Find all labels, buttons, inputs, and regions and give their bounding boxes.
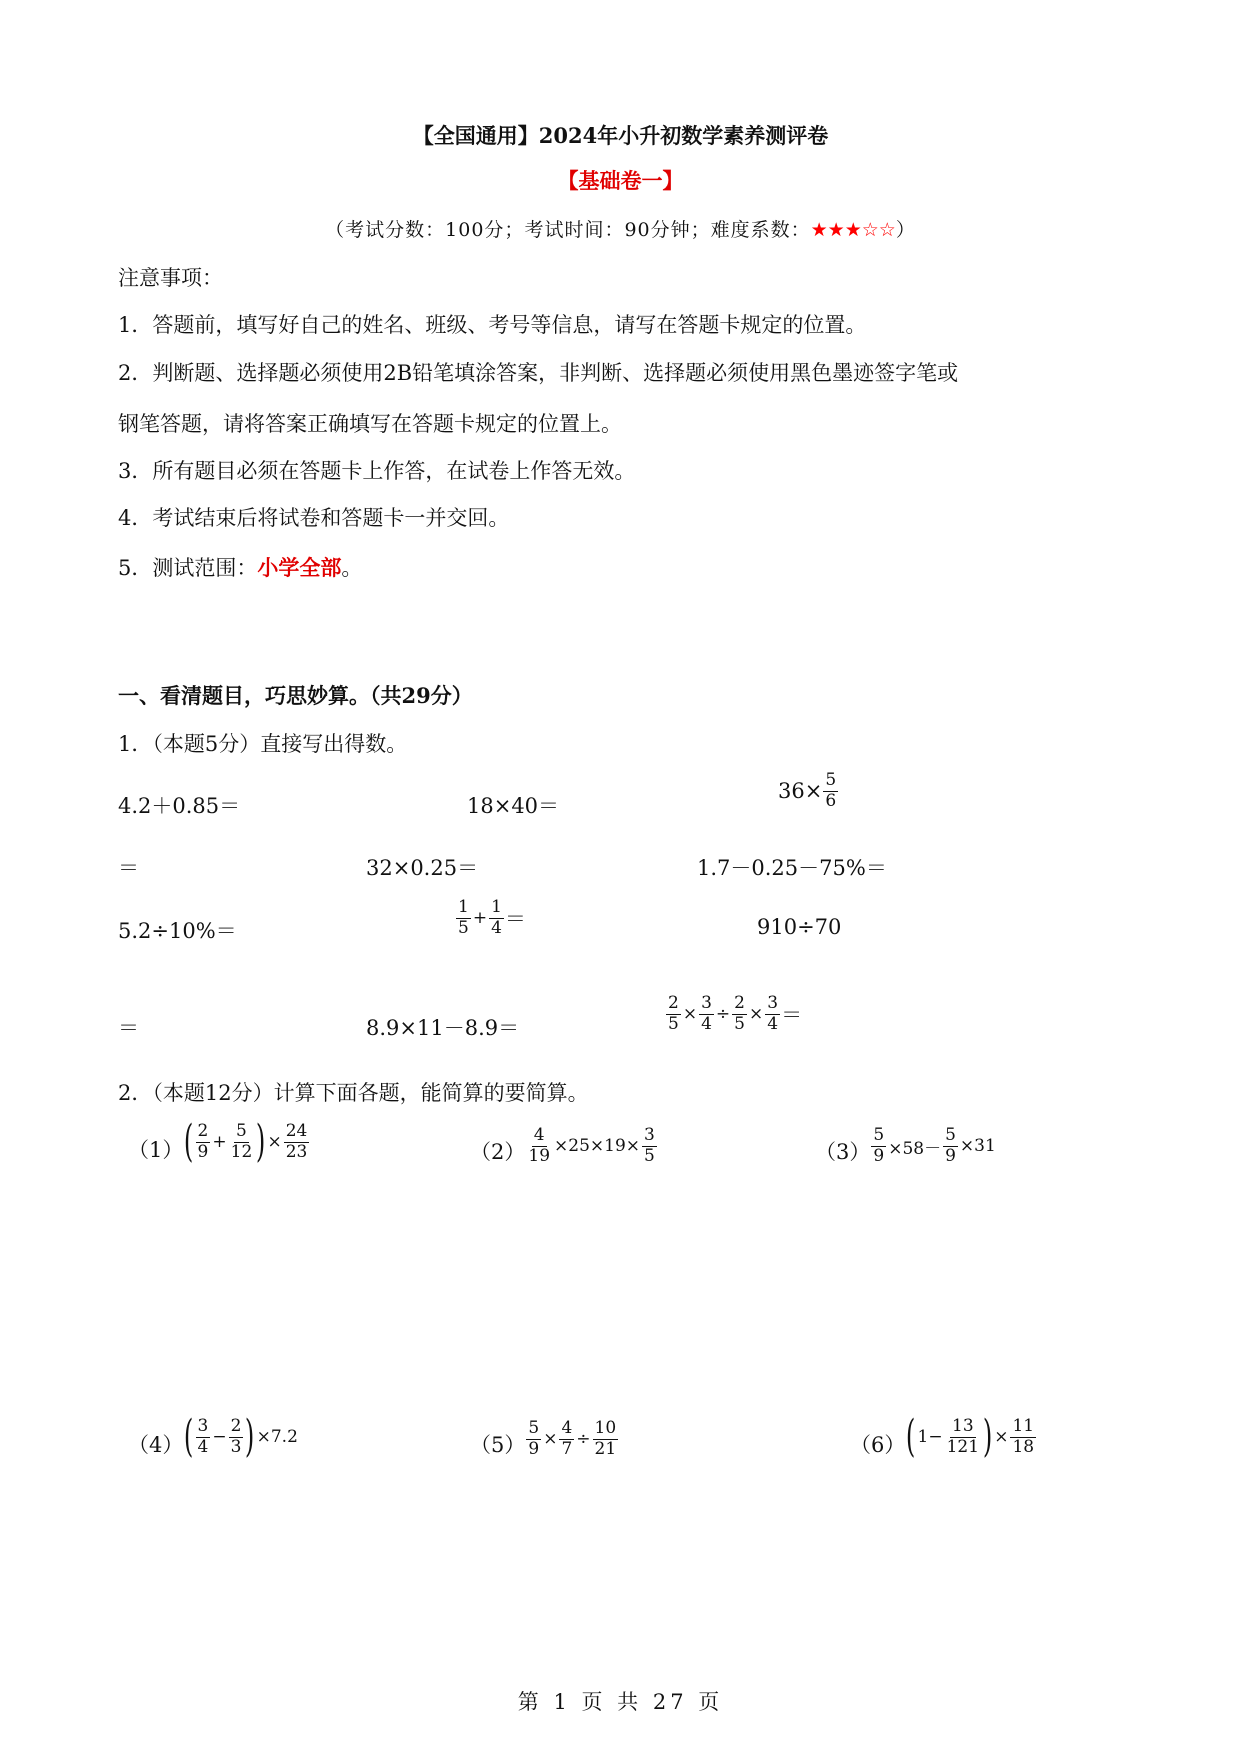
numerator: 5 bbox=[945, 1125, 956, 1145]
oral-calc-item: 4.2＋0.85＝ bbox=[118, 794, 241, 818]
fraction bbox=[732, 995, 747, 1034]
fraction bbox=[871, 1127, 886, 1166]
denominator: 18 bbox=[1012, 1436, 1035, 1457]
denominator: 9 bbox=[528, 1438, 540, 1459]
note-item: 1．答题前，填写好自己的姓名、班级、考号等信息，请写在答题卡规定的位置。 bbox=[118, 313, 867, 337]
denominator: 4 bbox=[701, 1013, 712, 1034]
fraction bbox=[666, 995, 681, 1034]
note-item: 4．考试结束后将试卷和答题卡一并交回。 bbox=[118, 506, 510, 530]
oral-calc-item: 8.9×11－8.9＝ bbox=[366, 1016, 520, 1040]
denominator: 3 bbox=[230, 1436, 242, 1457]
document-subtitle: 【基础卷一】 bbox=[557, 168, 684, 193]
calc-problem-5 bbox=[470, 1420, 619, 1459]
numerator: 3 bbox=[197, 1415, 209, 1436]
operator: ×25×19× bbox=[554, 1136, 641, 1157]
numerator: 2 bbox=[734, 993, 745, 1013]
section-title: 一、看清题目，巧思妙算。（共29分） bbox=[118, 683, 473, 708]
numerator: 1 bbox=[491, 897, 502, 917]
fraction bbox=[196, 1120, 211, 1162]
numerator: 5 bbox=[873, 1125, 885, 1145]
denominator: 21 bbox=[594, 1438, 617, 1459]
denominator: 5 bbox=[644, 1145, 655, 1166]
numerator: 3 bbox=[644, 1125, 655, 1145]
denominator: 4 bbox=[491, 917, 502, 938]
denominator: 19 bbox=[528, 1145, 551, 1166]
notes-heading: 注意事项： bbox=[118, 266, 223, 290]
problem-label: （3） bbox=[815, 1139, 871, 1164]
question-stem: 2．（本题12分）计算下面各题，能简算的要简算。 bbox=[118, 1081, 589, 1105]
numerator: 3 bbox=[767, 993, 779, 1013]
numerator: 5 bbox=[825, 770, 837, 790]
calc-problem-1: （1） ( $\frac{2}{9}$ + $\frac{5}{12}$ ) × $\frac{24}{23}$ bbox=[128, 1116, 308, 1167]
numerator: 1 bbox=[458, 897, 469, 917]
scope-end: 。 bbox=[341, 556, 363, 580]
denominator: 5 bbox=[668, 1013, 679, 1034]
operator: ÷ bbox=[576, 1429, 591, 1450]
fraction bbox=[526, 1420, 541, 1459]
operator: ×58－ bbox=[888, 1138, 942, 1159]
calc-problem-3 bbox=[815, 1127, 997, 1166]
problem-label: （2） bbox=[470, 1139, 526, 1164]
numerator: 4 bbox=[561, 1418, 573, 1438]
exam-meta-text: （考试分数：100分；考试时间：90分钟；难度系数： bbox=[325, 219, 811, 241]
equals-sign: ＝ bbox=[781, 1003, 803, 1028]
numerator: 2 bbox=[668, 993, 679, 1013]
fraction bbox=[945, 1415, 981, 1457]
numerator: 5 bbox=[236, 1120, 247, 1141]
denominator: 121 bbox=[946, 1436, 980, 1457]
operator: 1− bbox=[917, 1427, 943, 1447]
calc-problem-6: （6） ( 1− $\frac{13}{121}$ ) × $\frac{11}{18}$ bbox=[850, 1411, 1035, 1462]
denominator: 23 bbox=[285, 1141, 308, 1162]
operator: ÷ bbox=[715, 1004, 731, 1025]
document-title: 【全国通用】2024年小升初数学素养测评卷 bbox=[412, 123, 829, 148]
numerator: 10 bbox=[594, 1418, 617, 1438]
numerator: 5 bbox=[528, 1418, 540, 1438]
scope-label: 5．测试范围： bbox=[118, 556, 258, 580]
note-item-scope bbox=[118, 552, 362, 582]
operator: × bbox=[748, 1004, 764, 1025]
calc-problem-4: （4） ( $\frac{3}{4}$ − $\frac{2}{3}$ ) ×7.2 bbox=[128, 1411, 298, 1462]
denominator: 12 bbox=[230, 1141, 253, 1162]
fraction bbox=[489, 899, 504, 938]
denominator: 7 bbox=[561, 1438, 573, 1459]
fraction bbox=[943, 1127, 958, 1166]
operator: − bbox=[212, 1427, 227, 1447]
denominator: 5 bbox=[458, 917, 469, 938]
fraction bbox=[284, 1120, 310, 1162]
numerator: 13 bbox=[952, 1415, 974, 1436]
denominator: 4 bbox=[767, 1013, 779, 1034]
denominator: 9 bbox=[197, 1141, 209, 1162]
note-item: 2．判断题、选择题必须使用2B铅笔填涂答案，非判断、选择题必须使用黑色墨迹签字笔或 bbox=[118, 361, 959, 385]
operator: ×31 bbox=[959, 1136, 996, 1157]
exam-meta-close: ） bbox=[895, 219, 916, 241]
denominator: 9 bbox=[945, 1145, 956, 1166]
operator: + bbox=[212, 1132, 227, 1152]
question-stem: 1．（本题5分）直接写出得数。 bbox=[118, 732, 408, 756]
numerator: 24 bbox=[285, 1120, 308, 1141]
denominator: 4 bbox=[197, 1436, 209, 1457]
denominator: 5 bbox=[734, 1013, 745, 1034]
fraction bbox=[1010, 1415, 1036, 1457]
fraction bbox=[699, 995, 714, 1034]
oral-calc-item: 5.2÷10%＝ bbox=[118, 919, 237, 943]
oral-calc-item: 910÷70 bbox=[757, 915, 842, 939]
star-filled-icon: ★★★ bbox=[810, 219, 862, 241]
calc-problem-2 bbox=[470, 1127, 658, 1166]
operator: × bbox=[994, 1427, 1009, 1447]
fraction bbox=[823, 772, 838, 811]
oral-calc-item bbox=[455, 897, 526, 938]
oral-calc-item: 32×0.25＝ bbox=[366, 856, 479, 880]
oral-calc-item: 18×40＝ bbox=[467, 794, 560, 818]
oral-calc-item: 1.7－0.25－75%＝ bbox=[697, 856, 887, 880]
problem-label: （4） bbox=[128, 1433, 184, 1457]
note-item: 钢笔答题，请将答案正确填写在答题卡规定的位置上。 bbox=[118, 412, 622, 436]
numerator: 3 bbox=[701, 993, 712, 1013]
oral-calc-item bbox=[778, 772, 839, 811]
equals-sign: ＝ bbox=[504, 907, 526, 932]
fraction bbox=[229, 1415, 244, 1457]
fraction bbox=[526, 1127, 552, 1166]
fraction bbox=[642, 1127, 657, 1166]
problem-label: （1） bbox=[128, 1138, 184, 1162]
fraction bbox=[593, 1420, 619, 1459]
note-item: 3．所有题目必须在答题卡上作答，在试卷上作答无效。 bbox=[118, 459, 636, 483]
problem-label: （5） bbox=[470, 1432, 526, 1457]
fraction bbox=[229, 1120, 255, 1162]
fraction bbox=[765, 995, 780, 1034]
scope-value: 小学全部 bbox=[257, 555, 342, 580]
oral-calc-item: ＝ bbox=[118, 856, 139, 880]
operator: × bbox=[267, 1132, 282, 1152]
operator: × bbox=[682, 1004, 698, 1025]
denominator: 9 bbox=[873, 1145, 885, 1166]
star-empty-icon: ☆☆ bbox=[861, 219, 896, 241]
operator: + bbox=[472, 908, 488, 929]
fraction bbox=[196, 1415, 211, 1457]
operator: ×7.2 bbox=[256, 1427, 298, 1447]
numerator: 11 bbox=[1012, 1415, 1035, 1436]
expr-text: 36× bbox=[778, 779, 823, 804]
denominator: 6 bbox=[825, 790, 837, 811]
fraction bbox=[559, 1420, 574, 1459]
problem-label: （6） bbox=[850, 1433, 906, 1457]
exam-meta bbox=[0, 215, 1241, 242]
numerator: 2 bbox=[230, 1415, 242, 1436]
operator: × bbox=[543, 1429, 558, 1450]
difficulty-stars bbox=[811, 219, 896, 241]
numerator: 2 bbox=[197, 1120, 209, 1141]
numerator: 4 bbox=[533, 1125, 545, 1145]
page-number: 第 1 页 共 27 页 bbox=[517, 1690, 724, 1714]
fraction bbox=[456, 899, 471, 938]
oral-calc-item: ＝ bbox=[118, 1016, 139, 1040]
oral-calc-item bbox=[665, 993, 802, 1034]
